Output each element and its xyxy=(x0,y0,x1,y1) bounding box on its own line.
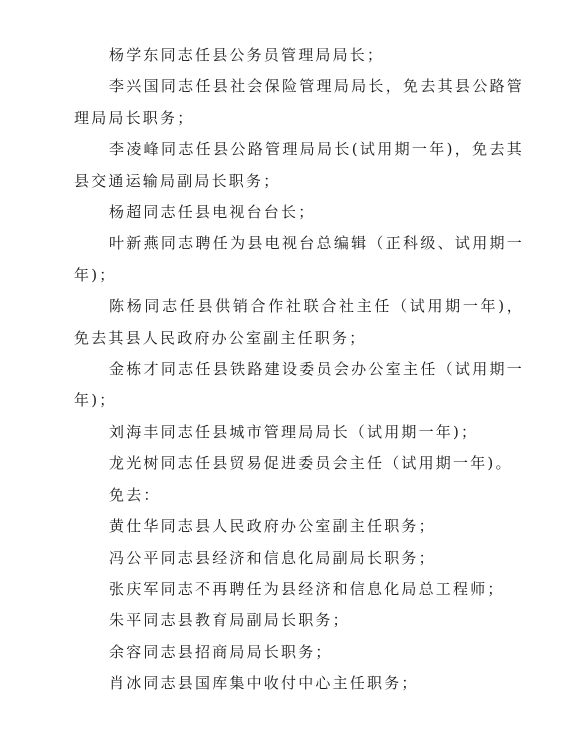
paragraph-appointment-3: 李凌峰同志任县公路管理局局长(试用期一年)，免去其县交通运输局副局长职务； xyxy=(74,140,524,190)
paragraph-appointment-6: 陈杨同志任县供销合作社联合社主任（试用期一年)，免去其县人民政府办公室副主任职务； xyxy=(74,297,524,347)
paragraph-removal-5: 余容同志县招商局局长职务； xyxy=(109,642,333,661)
paragraph-removal-3: 张庆军同志不再聘任为县经济和信息化局总工程师； xyxy=(109,579,505,598)
paragraph-appointment-2: 李兴国同志任县社会保险管理局局长，免去其县公路管理局局长职务； xyxy=(74,77,524,127)
paragraph-removal-4: 朱平同志县教育局副局长职务； xyxy=(109,611,350,630)
paragraph-appointment-4: 杨超同志任县电视台台长； xyxy=(109,203,316,222)
removal-heading: 免去： xyxy=(109,485,161,504)
paragraph-appointment-9: 龙光树同志任县贸易促进委员会主任（试用期一年)。 xyxy=(109,454,513,473)
paragraph-appointment-5: 叶新燕同志聘任为县电视台总编辑（正科级、试用期一年)； xyxy=(74,234,524,284)
paragraph-appointment-8: 刘海丰同志任县城市管理局局长（试用期一年)； xyxy=(109,422,479,441)
paragraph-removal-6: 肖冰同志县国库集中收付中心主任职务； xyxy=(109,674,419,693)
document-body xyxy=(74,40,524,700)
paragraph-removal-2: 冯公平同志县经济和信息化局副局长职务； xyxy=(109,548,436,567)
paragraph-removal-1: 黄仕华同志县人民政府办公室副主任职务； xyxy=(109,517,436,536)
paragraph-appointment-1: 杨学东同志任县公务员管理局局长； xyxy=(109,46,385,64)
paragraph-appointment-7: 金栋才同志任县铁路建设委员会办公室主任（试用期一年)； xyxy=(74,360,524,410)
